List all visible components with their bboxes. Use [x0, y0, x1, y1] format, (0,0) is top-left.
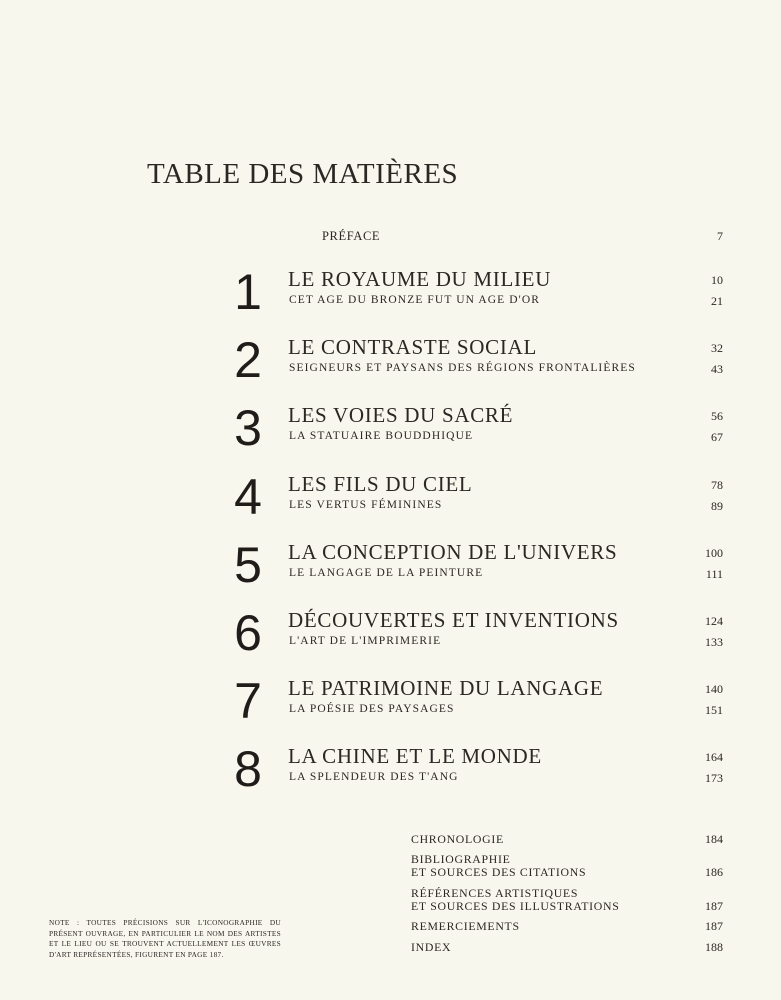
chapter-entry [0, 537, 781, 601]
preface-page-number: 7 [717, 229, 723, 243]
chapter-subtitle: LA STATUAIRE BOUDDHIQUE [289, 430, 474, 442]
chapter-title: LES VOIES DU SACRÉ [288, 403, 514, 427]
chapter-page-number: 56 [711, 409, 723, 423]
chapter-title: LA CONCEPTION DE L'UNIVERS [288, 540, 618, 564]
chapter-number: 3 [234, 400, 262, 456]
chapter-title: DÉCOUVERTES ET INVENTIONS [288, 608, 619, 632]
back-matter-label: INDEX [411, 940, 452, 954]
back-matter-page-number: 187 [705, 919, 723, 933]
chapter-number: 7 [234, 673, 262, 729]
chapter-number: 4 [234, 469, 262, 525]
chapter-subtitle: LA SPLENDEUR DES T'ANG [289, 771, 459, 783]
chapter-page-number: 140 [705, 682, 723, 696]
back-matter-entry [411, 853, 723, 879]
chapter-title: LES FILS DU CIEL [288, 472, 473, 496]
back-matter-label: BIBLIOGRAPHIE [411, 852, 511, 866]
chapter-subtitle-page-number: 89 [711, 499, 723, 513]
chapter-entry [0, 332, 781, 396]
back-matter-entry [411, 941, 723, 954]
back-matter-entry [411, 833, 723, 846]
preface-label: PRÉFACE [322, 229, 381, 243]
chapter-subtitle-page-number: 21 [711, 294, 723, 308]
chapter-subtitle: CET AGE DU BRONZE FUT UN AGE D'OR [289, 294, 541, 306]
chapter-entry [0, 673, 781, 737]
chapter-entry [0, 264, 781, 328]
chapter-subtitle: LA POÉSIE DES PAYSAGES [289, 703, 455, 715]
chapter-subtitle: LES VERTUS FÉMININES [289, 499, 443, 511]
back-matter-page-number: 188 [705, 940, 723, 954]
chapter-subtitle-page-number: 133 [705, 635, 723, 649]
back-matter-page-number: 184 [705, 832, 723, 846]
chapter-title: LE CONTRASTE SOCIAL [288, 335, 537, 359]
chapter-entry [0, 741, 781, 805]
chapter-page-number: 100 [705, 546, 723, 560]
chapter-page-number: 78 [711, 478, 723, 492]
chapter-page-number: 124 [705, 614, 723, 628]
back-matter-label: REMERCIEMENTS [411, 919, 520, 933]
chapter-subtitle: LE LANGAGE DE LA PEINTURE [289, 567, 484, 579]
chapter-number: 8 [234, 741, 262, 797]
back-matter-page-number: 187 [705, 899, 723, 913]
back-matter-label: ET SOURCES DES ILLUSTRATIONS [411, 899, 620, 913]
chapter-number: 5 [234, 537, 262, 593]
back-matter-label: CHRONOLOGIE [411, 832, 504, 846]
chapter-title: LE PATRIMOINE DU LANGAGE [288, 676, 604, 700]
chapter-subtitle: L'ART DE L'IMPRIMERIE [289, 635, 442, 647]
chapter-entry [0, 605, 781, 669]
page-title: TABLE DES MATIÈRES [147, 158, 459, 190]
chapter-number: 6 [234, 605, 262, 661]
back-matter-entry [411, 887, 723, 913]
back-matter-label: RÉFÉRENCES ARTISTIQUES [411, 886, 579, 900]
chapter-entry [0, 469, 781, 533]
chapter-number: 1 [234, 264, 262, 320]
chapter-title: LE ROYAUME DU MILIEU [288, 267, 552, 291]
chapter-subtitle-page-number: 173 [705, 771, 723, 785]
chapter-subtitle-page-number: 67 [711, 430, 723, 444]
chapter-title: LA CHINE ET LE MONDE [288, 744, 542, 768]
back-matter-label: ET SOURCES DES CITATIONS [411, 865, 587, 879]
chapter-page-number: 164 [705, 750, 723, 764]
chapter-page-number: 32 [711, 341, 723, 355]
back-matter-page-number: 186 [705, 865, 723, 879]
back-matter-entry [411, 920, 723, 933]
chapter-subtitle-page-number: 43 [711, 362, 723, 376]
chapter-subtitle-page-number: 151 [705, 703, 723, 717]
chapter-subtitle: SEIGNEURS ET PAYSANS DES RÉGIONS FRONTALIÈRES [289, 362, 636, 374]
iconography-note: NOTE : TOUTES PRÉCISIONS SUR L'ICONOGRAPHIE DU PRÉSENT OUVRAGE, EN PARTICULIER LE NOM DES ARTISTES ET LE LIEU OU SE TROUVENT ACTUELLEMENT LES ŒUVRES D'ART REPRÉSENTÉES, FIGURENT EN PAGE 187. [49, 918, 281, 959]
chapter-entry [0, 400, 781, 464]
chapter-number: 2 [234, 332, 262, 388]
chapter-subtitle-page-number: 111 [705, 567, 723, 581]
chapter-page-number: 10 [711, 273, 723, 287]
